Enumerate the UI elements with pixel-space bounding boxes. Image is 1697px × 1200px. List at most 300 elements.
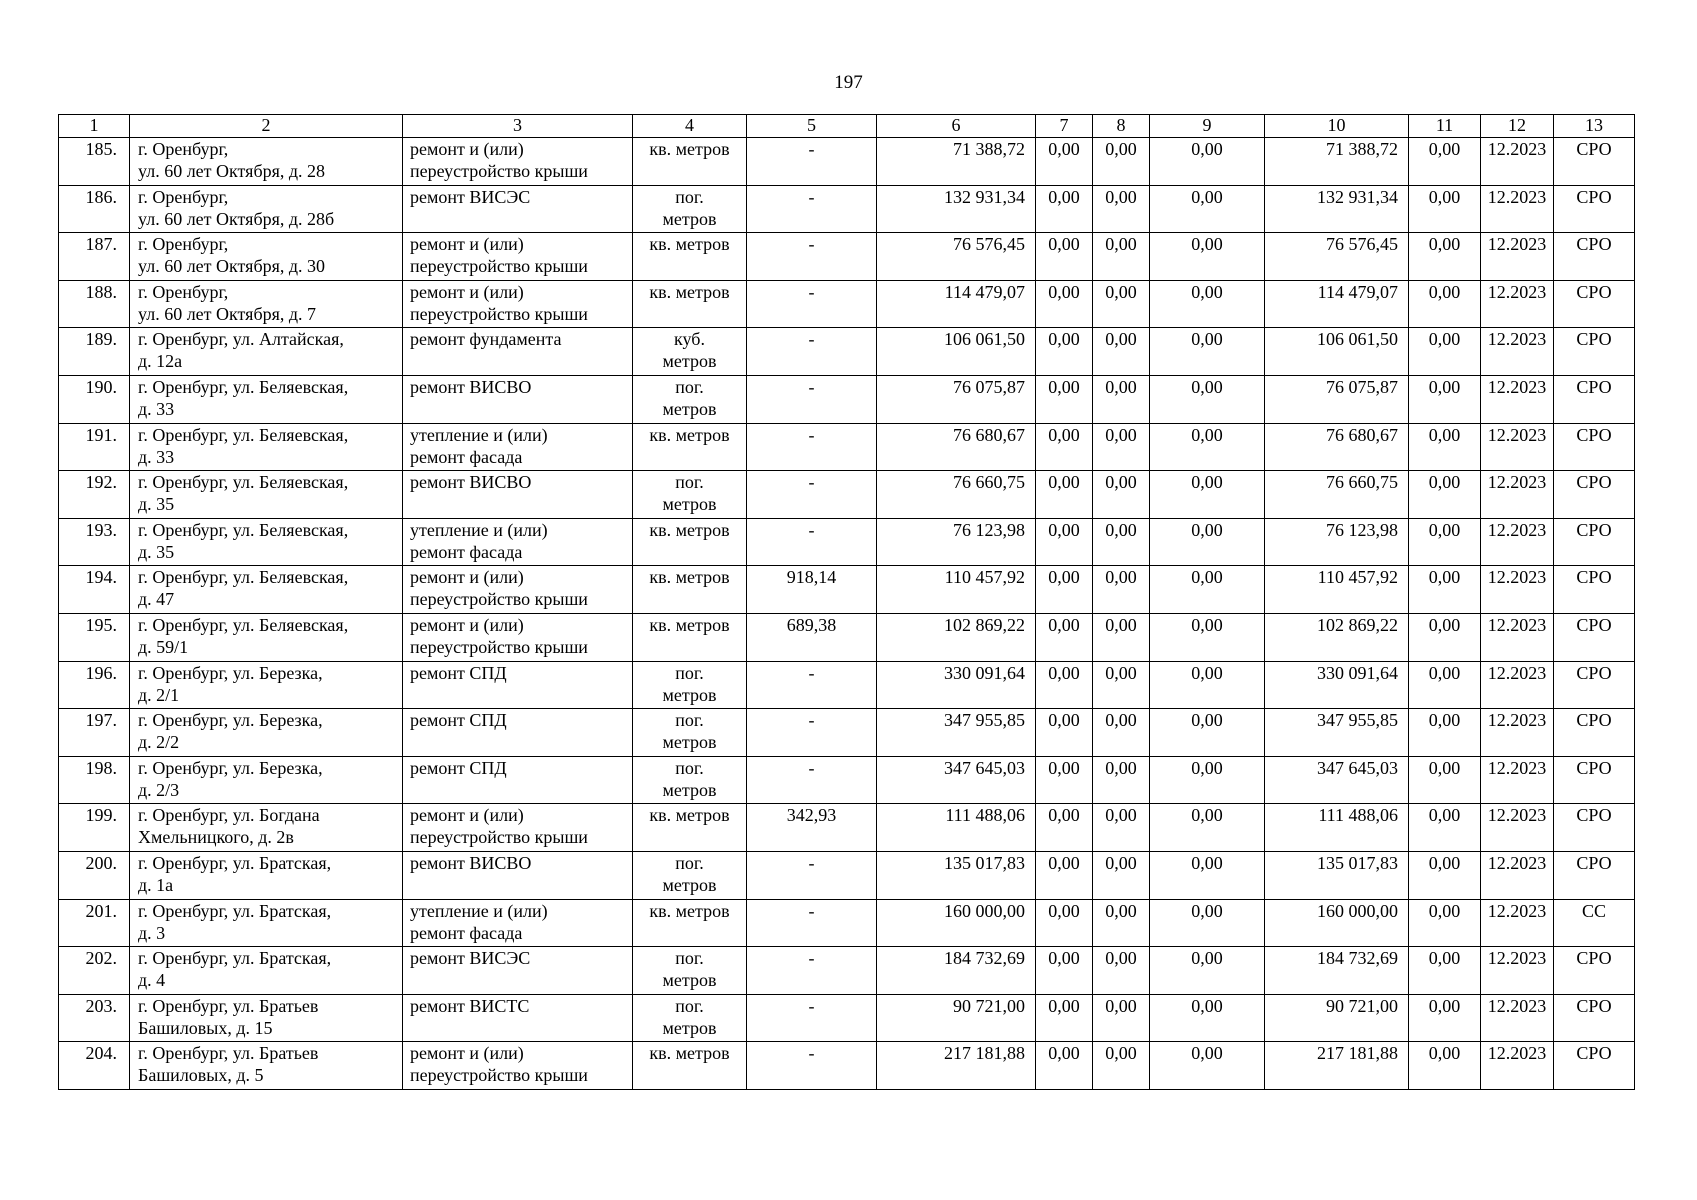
cost-col8-cell: 0,00	[1093, 328, 1150, 376]
cost-col11-cell: 0,00	[1409, 804, 1481, 852]
work-type-line-1: утепление и (или)	[410, 424, 548, 445]
cost-col10-cell: 102 869,22	[1265, 613, 1409, 661]
funding-method-cell: СРО	[1554, 1042, 1635, 1090]
cost-col9-cell: 0,00	[1150, 280, 1265, 328]
address-line-2: Башиловых, д. 15	[138, 1017, 273, 1038]
funding-method-cell: СРО	[1554, 423, 1635, 471]
cost-col7-cell: 0,00	[1036, 185, 1093, 233]
repair-program-table	[58, 114, 1635, 1090]
cost-col7-cell: 0,00	[1036, 423, 1093, 471]
address-line-2: д. 35	[138, 541, 175, 562]
total-cost-cell: 90 721,00	[877, 994, 1036, 1042]
cost-col8-cell: 0,00	[1093, 566, 1150, 614]
row-number-cell: 198.	[59, 756, 130, 804]
unit-cell	[633, 138, 747, 186]
cost-col7-cell: 0,00	[1036, 899, 1093, 947]
column-header-5: 5	[747, 115, 877, 138]
cost-col7-cell: 0,00	[1036, 1042, 1093, 1090]
address-line-1: г. Оренбург, ул. Братская,	[138, 900, 332, 921]
row-number-cell: 200.	[59, 851, 130, 899]
funding-method-cell: СРО	[1554, 280, 1635, 328]
unit-line-1: кв. метров	[649, 805, 730, 826]
total-cost-cell: 347 645,03	[877, 756, 1036, 804]
cost-col8-cell: 0,00	[1093, 756, 1150, 804]
cost-col10-cell: 76 075,87	[1265, 375, 1409, 423]
volume-cell: -	[747, 280, 877, 328]
address-cell	[130, 375, 403, 423]
cost-col8-cell: 0,00	[1093, 423, 1150, 471]
volume-cell: -	[747, 756, 877, 804]
row-number-cell: 204.	[59, 1042, 130, 1090]
volume-cell: -	[747, 994, 877, 1042]
address-line-2: д. 12а	[138, 351, 183, 372]
row-number-cell: 192.	[59, 471, 130, 519]
address-cell	[130, 138, 403, 186]
cost-col11-cell: 0,00	[1409, 138, 1481, 186]
work-type-line-2: ремонт фасада	[410, 446, 523, 467]
cost-col10-cell: 76 123,98	[1265, 518, 1409, 566]
address-line-2: д. 47	[138, 589, 175, 610]
funding-method-cell: СРО	[1554, 233, 1635, 281]
column-header-12: 12	[1481, 115, 1554, 138]
cost-col10-cell: 76 680,67	[1265, 423, 1409, 471]
address-line-1: г. Оренбург, ул. Беляевская,	[138, 519, 349, 540]
work-type-line-1: ремонт ВИСЭС	[410, 186, 531, 207]
work-type-line-1: ремонт и (или)	[410, 281, 524, 302]
deadline-cell: 12.2023	[1481, 851, 1554, 899]
address-cell	[130, 994, 403, 1042]
address-cell	[130, 947, 403, 995]
deadline-cell: 12.2023	[1481, 613, 1554, 661]
work-type-line-1: ремонт ВИСВО	[410, 852, 532, 873]
address-cell	[130, 756, 403, 804]
address-line-2: д. 4	[138, 970, 166, 991]
cost-col9-cell: 0,00	[1150, 1042, 1265, 1090]
deadline-cell: 12.2023	[1481, 280, 1554, 328]
work-type-cell	[403, 851, 633, 899]
cost-col8-cell: 0,00	[1093, 233, 1150, 281]
unit-line-2: метров	[662, 779, 717, 800]
address-cell	[130, 709, 403, 757]
address-cell	[130, 851, 403, 899]
total-cost-cell: 160 000,00	[877, 899, 1036, 947]
address-line-2: д. 2/2	[138, 732, 180, 753]
cost-col9-cell: 0,00	[1150, 947, 1265, 995]
address-line-2: ул. 60 лет Октября, д. 7	[138, 303, 317, 324]
unit-cell	[633, 756, 747, 804]
volume-cell: -	[747, 185, 877, 233]
funding-method-cell: СРО	[1554, 709, 1635, 757]
cost-col7-cell: 0,00	[1036, 804, 1093, 852]
cost-col11-cell: 0,00	[1409, 566, 1481, 614]
volume-cell: 342,93	[747, 804, 877, 852]
work-type-line-1: ремонт и (или)	[410, 1043, 524, 1064]
cost-col9-cell: 0,00	[1150, 899, 1265, 947]
address-line-1: г. Оренбург, ул. Братьев	[138, 1043, 319, 1064]
column-number-row	[59, 115, 1635, 138]
page-number: 197	[834, 72, 863, 93]
cost-col7-cell: 0,00	[1036, 994, 1093, 1042]
volume-cell: -	[747, 661, 877, 709]
cost-col9-cell: 0,00	[1150, 185, 1265, 233]
work-type-cell	[403, 566, 633, 614]
row-number-cell: 185.	[59, 138, 130, 186]
cost-col10-cell: 106 061,50	[1265, 328, 1409, 376]
deadline-cell: 12.2023	[1481, 1042, 1554, 1090]
cost-col9-cell: 0,00	[1150, 613, 1265, 661]
cost-col9-cell: 0,00	[1150, 423, 1265, 471]
row-number-cell: 202.	[59, 947, 130, 995]
row-number-cell: 199.	[59, 804, 130, 852]
cost-col8-cell: 0,00	[1093, 804, 1150, 852]
work-type-line-1: ремонт и (или)	[410, 567, 524, 588]
deadline-cell: 12.2023	[1481, 518, 1554, 566]
volume-cell: -	[747, 423, 877, 471]
table-row	[59, 185, 1635, 233]
row-number-cell: 201.	[59, 899, 130, 947]
address-cell	[130, 1042, 403, 1090]
total-cost-cell: 102 869,22	[877, 613, 1036, 661]
cost-col8-cell: 0,00	[1093, 851, 1150, 899]
cost-col8-cell: 0,00	[1093, 899, 1150, 947]
volume-cell: -	[747, 1042, 877, 1090]
unit-cell	[633, 613, 747, 661]
work-type-cell	[403, 709, 633, 757]
row-number-cell: 193.	[59, 518, 130, 566]
table-row	[59, 375, 1635, 423]
column-header-13: 13	[1554, 115, 1635, 138]
deadline-cell: 12.2023	[1481, 709, 1554, 757]
cost-col10-cell: 76 660,75	[1265, 471, 1409, 519]
unit-cell	[633, 709, 747, 757]
work-type-line-1: ремонт и (или)	[410, 614, 524, 635]
total-cost-cell: 114 479,07	[877, 280, 1036, 328]
cost-col11-cell: 0,00	[1409, 518, 1481, 566]
row-number-cell: 197.	[59, 709, 130, 757]
total-cost-cell: 106 061,50	[877, 328, 1036, 376]
cost-col11-cell: 0,00	[1409, 661, 1481, 709]
unit-line-1: кв. метров	[649, 567, 730, 588]
unit-cell	[633, 328, 747, 376]
deadline-cell: 12.2023	[1481, 661, 1554, 709]
volume-cell: 918,14	[747, 566, 877, 614]
work-type-line-1: утепление и (или)	[410, 900, 548, 921]
table-row	[59, 994, 1635, 1042]
unit-line-1: кв. метров	[649, 519, 730, 540]
unit-line-1: куб.	[674, 329, 705, 350]
address-line-2: д. 1а	[138, 874, 174, 895]
funding-method-cell: СРО	[1554, 661, 1635, 709]
address-line-1: г. Оренбург, ул. Беляевская,	[138, 376, 349, 397]
work-type-cell	[403, 994, 633, 1042]
work-type-cell	[403, 233, 633, 281]
unit-cell	[633, 947, 747, 995]
cost-col7-cell: 0,00	[1036, 709, 1093, 757]
row-number-cell: 189.	[59, 328, 130, 376]
work-type-line-1: ремонт СПД	[410, 757, 507, 778]
row-number-cell: 195.	[59, 613, 130, 661]
work-type-cell	[403, 423, 633, 471]
cost-col11-cell: 0,00	[1409, 1042, 1481, 1090]
column-header-2: 2	[130, 115, 403, 138]
address-line-1: г. Оренбург,	[138, 139, 229, 159]
cost-col7-cell: 0,00	[1036, 328, 1093, 376]
cost-col7-cell: 0,00	[1036, 138, 1093, 186]
column-header-10: 10	[1265, 115, 1409, 138]
unit-line-1: кв. метров	[649, 139, 730, 159]
work-type-cell	[403, 518, 633, 566]
total-cost-cell: 111 488,06	[877, 804, 1036, 852]
cost-col11-cell: 0,00	[1409, 280, 1481, 328]
deadline-cell: 12.2023	[1481, 328, 1554, 376]
address-line-2: д. 35	[138, 494, 175, 515]
cost-col8-cell: 0,00	[1093, 613, 1150, 661]
unit-line-1: пог.	[675, 376, 704, 397]
address-cell	[130, 185, 403, 233]
table-row	[59, 423, 1635, 471]
cost-col10-cell: 90 721,00	[1265, 994, 1409, 1042]
volume-cell: -	[747, 851, 877, 899]
column-header-11: 11	[1409, 115, 1481, 138]
work-type-line-1: ремонт СПД	[410, 710, 507, 731]
row-number-cell: 191.	[59, 423, 130, 471]
address-line-1: г. Оренбург, ул. Беляевская,	[138, 424, 349, 445]
cost-col9-cell: 0,00	[1150, 804, 1265, 852]
deadline-cell: 12.2023	[1481, 947, 1554, 995]
work-type-cell	[403, 1042, 633, 1090]
work-type-line-2: переустройство крыши	[410, 636, 588, 657]
funding-method-cell: СРО	[1554, 994, 1635, 1042]
cost-col11-cell: 0,00	[1409, 375, 1481, 423]
table-row	[59, 471, 1635, 519]
table-row	[59, 899, 1635, 947]
cost-col11-cell: 0,00	[1409, 185, 1481, 233]
total-cost-cell: 184 732,69	[877, 947, 1036, 995]
cost-col10-cell: 111 488,06	[1265, 804, 1409, 852]
table-row	[59, 1042, 1635, 1090]
cost-col10-cell: 114 479,07	[1265, 280, 1409, 328]
deadline-cell: 12.2023	[1481, 233, 1554, 281]
address-line-2: д. 2/1	[138, 684, 180, 705]
cost-col11-cell: 0,00	[1409, 947, 1481, 995]
cost-col8-cell: 0,00	[1093, 1042, 1150, 1090]
cost-col7-cell: 0,00	[1036, 233, 1093, 281]
funding-method-cell: СРО	[1554, 138, 1635, 186]
cost-col10-cell: 347 955,85	[1265, 709, 1409, 757]
cost-col11-cell: 0,00	[1409, 994, 1481, 1042]
address-line-1: г. Оренбург, ул. Братьев	[138, 995, 319, 1016]
funding-method-cell: СРО	[1554, 947, 1635, 995]
unit-cell	[633, 471, 747, 519]
address-cell	[130, 899, 403, 947]
work-type-line-1: ремонт СПД	[410, 662, 507, 683]
address-cell	[130, 471, 403, 519]
funding-method-cell: СРО	[1554, 851, 1635, 899]
deadline-cell: 12.2023	[1481, 756, 1554, 804]
column-header-3: 3	[403, 115, 633, 138]
unit-cell	[633, 566, 747, 614]
work-type-cell	[403, 375, 633, 423]
cost-col10-cell: 135 017,83	[1265, 851, 1409, 899]
cost-col9-cell: 0,00	[1150, 994, 1265, 1042]
volume-cell: -	[747, 709, 877, 757]
total-cost-cell: 217 181,88	[877, 1042, 1036, 1090]
unit-cell	[633, 185, 747, 233]
address-line-2: Хмельницкого, д. 2в	[138, 827, 294, 848]
funding-method-cell: СРО	[1554, 756, 1635, 804]
unit-cell	[633, 661, 747, 709]
address-line-2: ул. 60 лет Октября, д. 28	[138, 161, 326, 181]
unit-line-1: пог.	[675, 186, 704, 207]
unit-line-2: метров	[662, 351, 717, 372]
address-cell	[130, 566, 403, 614]
volume-cell: -	[747, 375, 877, 423]
total-cost-cell: 132 931,34	[877, 185, 1036, 233]
address-line-2: ул. 60 лет Октября, д. 30	[138, 256, 326, 277]
work-type-line-1: ремонт ВИСВО	[410, 376, 532, 397]
column-header-8: 8	[1093, 115, 1150, 138]
unit-line-1: пог.	[675, 662, 704, 683]
row-number-cell: 190.	[59, 375, 130, 423]
cost-col9-cell: 0,00	[1150, 566, 1265, 614]
deadline-cell: 12.2023	[1481, 994, 1554, 1042]
deadline-cell: 12.2023	[1481, 375, 1554, 423]
address-line-2: д. 2/3	[138, 779, 180, 800]
funding-method-cell: СРО	[1554, 613, 1635, 661]
column-header-4: 4	[633, 115, 747, 138]
address-cell	[130, 804, 403, 852]
work-type-cell	[403, 899, 633, 947]
cost-col10-cell: 347 645,03	[1265, 756, 1409, 804]
cost-col11-cell: 0,00	[1409, 613, 1481, 661]
cost-col8-cell: 0,00	[1093, 280, 1150, 328]
address-line-1: г. Оренбург,	[138, 281, 229, 302]
address-line-1: г. Оренбург, ул. Беляевская,	[138, 567, 349, 588]
cost-col7-cell: 0,00	[1036, 518, 1093, 566]
table-row	[59, 661, 1635, 709]
address-line-1: г. Оренбург, ул. Березка,	[138, 710, 323, 731]
total-cost-cell: 110 457,92	[877, 566, 1036, 614]
unit-line-2: метров	[662, 732, 717, 753]
cost-col11-cell: 0,00	[1409, 423, 1481, 471]
unit-line-1: кв. метров	[649, 281, 730, 302]
table-row	[59, 233, 1635, 281]
total-cost-cell: 135 017,83	[877, 851, 1036, 899]
unit-cell	[633, 233, 747, 281]
unit-line-1: кв. метров	[649, 900, 730, 921]
unit-cell	[633, 375, 747, 423]
cost-col7-cell: 0,00	[1036, 471, 1093, 519]
unit-line-1: пог.	[675, 710, 704, 731]
table-row	[59, 328, 1635, 376]
address-line-2: д. 33	[138, 446, 175, 467]
unit-cell	[633, 518, 747, 566]
cost-col9-cell: 0,00	[1150, 518, 1265, 566]
volume-cell: -	[747, 138, 877, 186]
cost-col9-cell: 0,00	[1150, 138, 1265, 186]
unit-line-1: пог.	[675, 472, 704, 493]
unit-line-1: пог.	[675, 995, 704, 1016]
cost-col8-cell: 0,00	[1093, 185, 1150, 233]
unit-line-2: метров	[662, 970, 717, 991]
cost-col11-cell: 0,00	[1409, 899, 1481, 947]
address-cell	[130, 280, 403, 328]
cost-col9-cell: 0,00	[1150, 709, 1265, 757]
total-cost-cell: 71 388,72	[877, 138, 1036, 186]
table-row	[59, 138, 1635, 186]
work-type-line-2: ремонт фасада	[410, 541, 523, 562]
work-type-cell	[403, 661, 633, 709]
unit-line-2: метров	[662, 684, 717, 705]
deadline-cell: 12.2023	[1481, 423, 1554, 471]
unit-cell	[633, 423, 747, 471]
table-row	[59, 518, 1635, 566]
work-type-line-2: переустройство крыши	[410, 589, 588, 610]
unit-cell	[633, 280, 747, 328]
volume-cell: -	[747, 328, 877, 376]
work-type-line-1: ремонт и (или)	[410, 234, 524, 255]
address-line-1: г. Оренбург, ул. Богдана	[138, 805, 320, 826]
cost-col11-cell: 0,00	[1409, 851, 1481, 899]
address-line-2: д. 33	[138, 398, 175, 419]
cost-col8-cell: 0,00	[1093, 518, 1150, 566]
unit-line-2: метров	[662, 1017, 717, 1038]
work-type-cell	[403, 947, 633, 995]
cost-col8-cell: 0,00	[1093, 947, 1150, 995]
table-row	[59, 709, 1635, 757]
unit-line-1: кв. метров	[649, 424, 730, 445]
cost-col9-cell: 0,00	[1150, 328, 1265, 376]
unit-cell	[633, 804, 747, 852]
table-row	[59, 756, 1635, 804]
unit-line-1: пог.	[675, 852, 704, 873]
cost-col8-cell: 0,00	[1093, 709, 1150, 757]
work-type-line-1: ремонт и (или)	[410, 139, 524, 159]
address-cell	[130, 661, 403, 709]
cost-col8-cell: 0,00	[1093, 138, 1150, 186]
unit-line-2: метров	[662, 208, 717, 229]
address-line-2: д. 3	[138, 922, 166, 943]
deadline-cell: 12.2023	[1481, 138, 1554, 186]
unit-line-1: кв. метров	[649, 1043, 730, 1064]
funding-method-cell: СРО	[1554, 471, 1635, 519]
cost-col8-cell: 0,00	[1093, 661, 1150, 709]
address-cell	[130, 423, 403, 471]
funding-method-cell: СС	[1554, 899, 1635, 947]
total-cost-cell: 76 576,45	[877, 233, 1036, 281]
column-header-6: 6	[877, 115, 1036, 138]
cost-col7-cell: 0,00	[1036, 947, 1093, 995]
funding-method-cell: СРО	[1554, 804, 1635, 852]
table-row	[59, 280, 1635, 328]
work-type-line-1: ремонт фундамента	[410, 329, 562, 350]
cost-col8-cell: 0,00	[1093, 994, 1150, 1042]
cost-col9-cell: 0,00	[1150, 471, 1265, 519]
address-line-1: г. Оренбург, ул. Березка,	[138, 757, 323, 778]
address-line-1: г. Оренбург, ул. Беляевская,	[138, 472, 349, 493]
work-type-line-2: переустройство крыши	[410, 827, 588, 848]
work-type-cell	[403, 613, 633, 661]
work-type-line-2: переустройство крыши	[410, 161, 588, 181]
table-row	[59, 947, 1635, 995]
address-line-1: г. Оренбург,	[138, 186, 229, 207]
unit-line-1: кв. метров	[649, 614, 730, 635]
deadline-cell: 12.2023	[1481, 471, 1554, 519]
cost-col7-cell: 0,00	[1036, 851, 1093, 899]
work-type-line-1: ремонт ВИСЭС	[410, 948, 531, 969]
funding-method-cell: СРО	[1554, 328, 1635, 376]
column-header-7: 7	[1036, 115, 1093, 138]
